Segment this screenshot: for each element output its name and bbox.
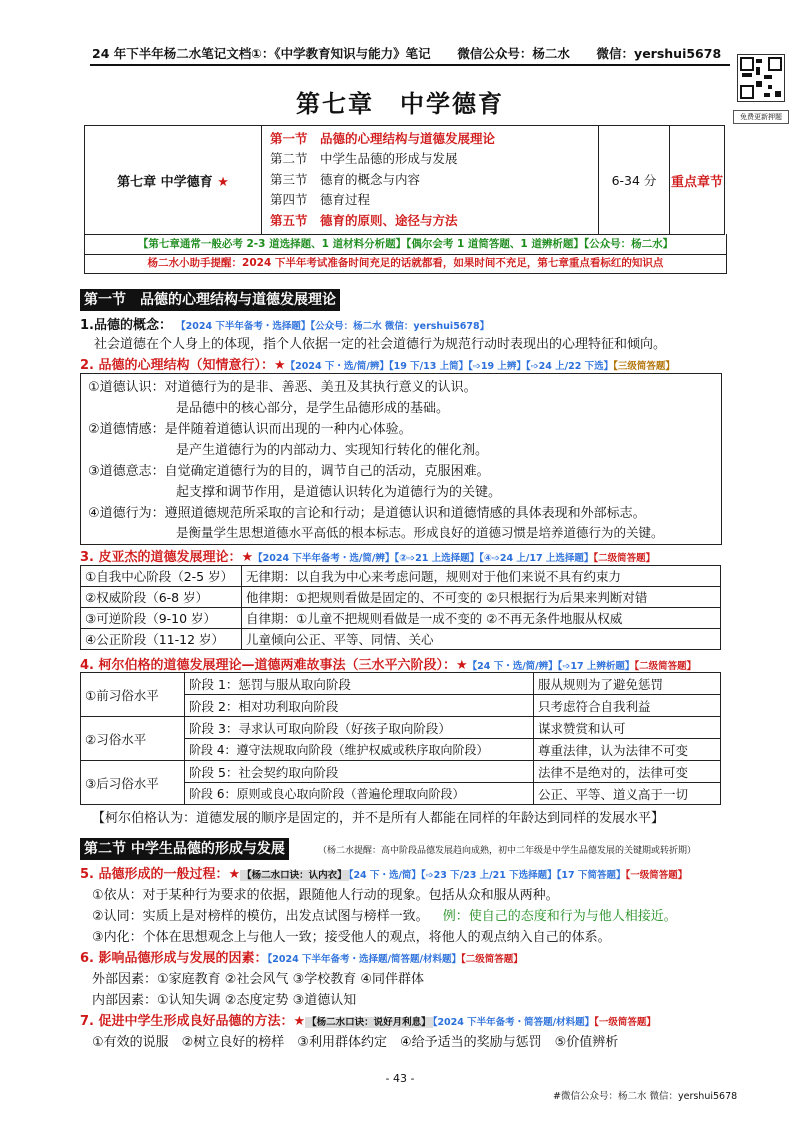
doc-title: 24 年下半年杨二水笔记文档①：《中学教育知识与能力》笔记 <box>92 46 431 61</box>
process-example: 例：使自己的态度和行为与他人相接近。 <box>442 909 677 924</box>
section2-heading-note: （杨二水提醒：高中阶段品德发展趋向成熟，初中二年级是中学生品德发展的关键期或转折期） <box>318 846 697 856</box>
piaget-desc-1: 无律期：以自我为中心来考虑问题，规则对于他们来说不具有约束力 <box>242 566 721 587</box>
overview-chapter-label: 第七章 中学德育 <box>117 174 213 190</box>
overview-section-1: 第一节 品德的心理结构与道德发展理论 <box>270 130 496 146</box>
kohlberg-desc-2: 只考虑符合自我利益 <box>534 695 721 717</box>
table-row <box>81 587 721 608</box>
process-item-1: ①依从：对于某种行为要求的依据，跟随他人行动的现象。包括从众和服从两种。 <box>92 888 559 903</box>
process-heading <box>80 863 687 882</box>
piaget-desc-4: 儿童倾向公正、平等、同情、关心 <box>242 629 721 650</box>
concept-label: 1.品德的概念： <box>80 318 172 333</box>
star-icon: ★ <box>241 550 254 565</box>
kohlberg-tag: 【24 下・选/简/辨】【➩17 上辨析题】 <box>467 661 635 672</box>
kohlberg-heading <box>80 654 696 673</box>
methods-mnemonic: 【杨二水口诀：说好月利息】 <box>307 1017 431 1028</box>
piaget-level-tag: 【二级简答题】 <box>593 553 656 564</box>
kohlberg-note: 【柯尔伯格认为：道德发展的顺序是固定的，并不是所有人都能在同样的年龄达到同样的发展水平】 <box>92 811 665 826</box>
kohlberg-table <box>80 672 721 805</box>
structure-line-1: ①道德认识：对道德行为的是非、善恶、美丑及其执行意义的认识。 <box>88 380 477 395</box>
structure-line-6: 起支撑和调节作用，是道德认识转化为道德行为的关键。 <box>176 485 502 500</box>
process-label: 5. 品德形成的一般过程： <box>80 867 229 882</box>
factors-tag: 【2024 下半年备考・选择题/简答题/材料题】 <box>267 954 461 965</box>
piaget-desc-2: 他律期：①把规则看做是固定的、不可变的 ②只根据行为后果来判断对错 <box>242 587 721 608</box>
kohlberg-level-1: ①前习俗水平 <box>81 673 185 717</box>
kohlberg-stage-1: 阶段 1：惩罚与服从取向阶段 <box>185 673 534 695</box>
piaget-desc-3: 自律期：①儿童不把规则看做是一成不变的 ②不再无条件地服从权威 <box>242 608 721 629</box>
piaget-tag: 【2024 下半年备考・选/简/辨】【②➩21 上选择题】【④➩24 上/17 上选择题】 <box>253 553 594 564</box>
section1-heading: 第一节 品德的心理结构与道德发展理论 <box>80 289 340 311</box>
chapter-title: 第七章 中学德育 <box>296 90 504 118</box>
piaget-stage-1: ①自我中心阶段（2-5 岁） <box>81 566 242 587</box>
page-header <box>92 44 732 62</box>
piaget-stage-3: ③可逆阶段（9-10 岁） <box>81 608 242 629</box>
piaget-table <box>80 565 721 650</box>
methods-label: 7. 促进中学生形成良好品德的方法： <box>80 1014 294 1029</box>
process-tag: 【24 下・选/简】【➩23 下/23 上/21 下选择题】【17 下简答题】 <box>348 870 626 881</box>
kohlberg-level-2: ②习俗水平 <box>81 717 185 761</box>
structure-box <box>80 373 722 545</box>
structure-line-8: 是衡量学生思想道德水平高低的根本标志。形成良好的道德习惯是培养道德行为的关键。 <box>176 525 664 540</box>
methods-level-tag: 【一级简答题】 <box>594 1017 656 1028</box>
overview-importance: 重点章节 <box>670 126 725 235</box>
factors-internal: 内部因素：①认知失调 ②态度定势 ③道德认知 <box>92 993 357 1008</box>
structure-line-3: ②道德情感：是伴随着道德认识而出现的一种内心体验。 <box>88 422 412 437</box>
wechat-id: 微信：yershui5678 <box>596 46 722 61</box>
qr-caption: 免费更新押题 <box>733 110 789 124</box>
star-icon: ★ <box>274 358 286 373</box>
process-mnemonic: 【杨二水口诀：认内衣】 <box>242 870 347 881</box>
process-item-2: ②认同：实质上是对榜样的模仿，出发点试图与榜样一致。 <box>92 909 429 924</box>
piaget-label: 3. 皮亚杰的道德发展理论： <box>80 550 242 565</box>
chapter-overview-table <box>84 125 725 235</box>
piaget-stage-2: ②权威阶段（6-8 岁） <box>81 587 242 608</box>
overview-section-4: 第四节 德育过程 <box>270 192 371 208</box>
structure-line-7: ④道德行为：遵照道德规范所采取的言论和行动；是道德认识和道德情感的具体表现和外部标志。 <box>88 506 646 521</box>
kohlberg-desc-5: 法律不是绝对的，法律可变 <box>534 761 721 783</box>
kohlberg-stage-3: 阶段 3：寻求认可取向阶段（好孩子取向阶段） <box>185 717 534 739</box>
table-row <box>81 629 721 650</box>
concept-text: 社会道德在个人身上的体现，指个人依据一定的社会道德行为规范行动时表现出的心理特征和倾向。 <box>94 337 667 352</box>
table-row <box>81 673 721 695</box>
factors-level-tag: 【二级简答题】 <box>460 954 523 965</box>
methods-tag: 【2024 下半年备考・简答题/材料题】 <box>432 1017 595 1028</box>
structure-label: 2. 品德的心理结构（知情意行）： <box>80 358 275 373</box>
table-row <box>81 717 721 739</box>
overview-note: 【第七章通常一般必考 2-3 道选择题、1 道材料分析题】【偶尔会考 1 道简答题、1 道辨析题】【公众号：杨二水】 <box>84 234 727 255</box>
kohlberg-desc-1: 服从规则为了避免惩罚 <box>534 673 721 695</box>
kohlberg-level-3: ③后习俗水平 <box>81 761 185 805</box>
structure-line-4: 是产生道德行为的内部动力、实现知行转化的催化剂。 <box>176 443 489 458</box>
footer-credit: #微信公众号：杨二水 微信：yershui5678 <box>553 1091 738 1102</box>
section2-heading: 第二节 中学生品德的形成与发展 <box>80 838 289 860</box>
piaget-stage-4: ④公正阶段（11-12 岁） <box>81 629 242 650</box>
methods-heading <box>80 1010 656 1029</box>
kohlberg-stage-6: 阶段 6：原则或良心取向阶段（普遍伦理取向阶段） <box>185 783 534 805</box>
overview-sections-cell <box>262 126 599 235</box>
structure-line-2: 是品德中的核心部分，是学生品德形成的基础。 <box>176 401 450 416</box>
star-icon: ★ <box>456 658 468 673</box>
kohlberg-desc-4: 尊重法律，认为法律不可变 <box>534 739 721 761</box>
concept-line <box>80 314 489 333</box>
concept-tag: 【2024 下半年备考・选择题】【公众号：杨二水 微信：yershui5678】 <box>176 321 490 332</box>
overview-chapter-cell <box>85 126 262 235</box>
kohlberg-stage-2: 阶段 2：相对功利取向阶段 <box>185 695 534 717</box>
factors-label: 6. 影响品德形成与发展的因素： <box>80 951 268 966</box>
overview-score: 6-34 分 <box>599 126 670 235</box>
process-item-3: ③内化：个体在思想观念上与他人一致；接受他人的观点，将他人的观点纳入自己的体系。 <box>92 930 611 945</box>
table-row <box>81 761 721 783</box>
kohlberg-desc-3: 谋求赞赏和认可 <box>534 717 721 739</box>
overview-section-3: 第三节 德育的概念与内容 <box>270 171 421 187</box>
table-row <box>81 566 721 587</box>
factors-external: 外部因素：①家庭教育 ②社会风气 ③学校教育 ④同伴群体 <box>92 972 425 987</box>
structure-heading <box>80 354 675 373</box>
structure-tag: 【2024 下・选/简/辨】【19 下/13 上简】【➩19 上辨】【➩24 上/22 下选】 <box>285 361 614 372</box>
star-icon: ★ <box>228 867 241 882</box>
wechat-public: 微信公众号：杨二水 <box>457 46 570 61</box>
piaget-heading <box>80 546 655 565</box>
overview-section-2: 第二节 中学生品德的形成与发展 <box>270 151 458 167</box>
structure-line-5: ③道德意志：自觉确定道德行为的目的，调节自己的活动，克服困难。 <box>88 464 490 479</box>
star-icon: ★ <box>293 1014 306 1029</box>
kohlberg-label: 4. 柯尔伯格的道德发展理论—道德两难故事法（三水平六阶段）： <box>80 658 457 673</box>
overview-reminder: 杨二水小助手提醒：2024 下半年考试准备时间充足的话就都看，如果时间不充足，第七章重点看标红的知识点 <box>84 254 727 274</box>
kohlberg-stage-5: 阶段 5：社会契约取向阶段 <box>185 761 534 783</box>
table-row <box>81 608 721 629</box>
overview-section-5: 第五节 德育的原则、途径与方法 <box>270 212 458 228</box>
kohlberg-level-tag: 【二级简答题】 <box>634 661 697 672</box>
kohlberg-desc-6: 公正、平等、道义高于一切 <box>534 783 721 805</box>
factors-heading <box>80 947 523 966</box>
process-item-2-line <box>92 905 677 924</box>
star-icon: ★ <box>217 174 229 190</box>
process-level-tag: 【一级简答题】 <box>625 870 688 881</box>
structure-level-tag: 【三级简答题】 <box>613 361 675 372</box>
page-number: - 43 - <box>385 1072 415 1085</box>
header-divider <box>90 64 730 66</box>
kohlberg-stage-4: 阶段 4：遵守法规取向阶段（维护权威或秩序取向阶段） <box>185 739 534 761</box>
methods-items: ①有效的说服 ②树立良好的榜样 ③利用群体约定 ④给予适当的奖励与惩罚 ⑤价值辨析 <box>92 1035 619 1050</box>
